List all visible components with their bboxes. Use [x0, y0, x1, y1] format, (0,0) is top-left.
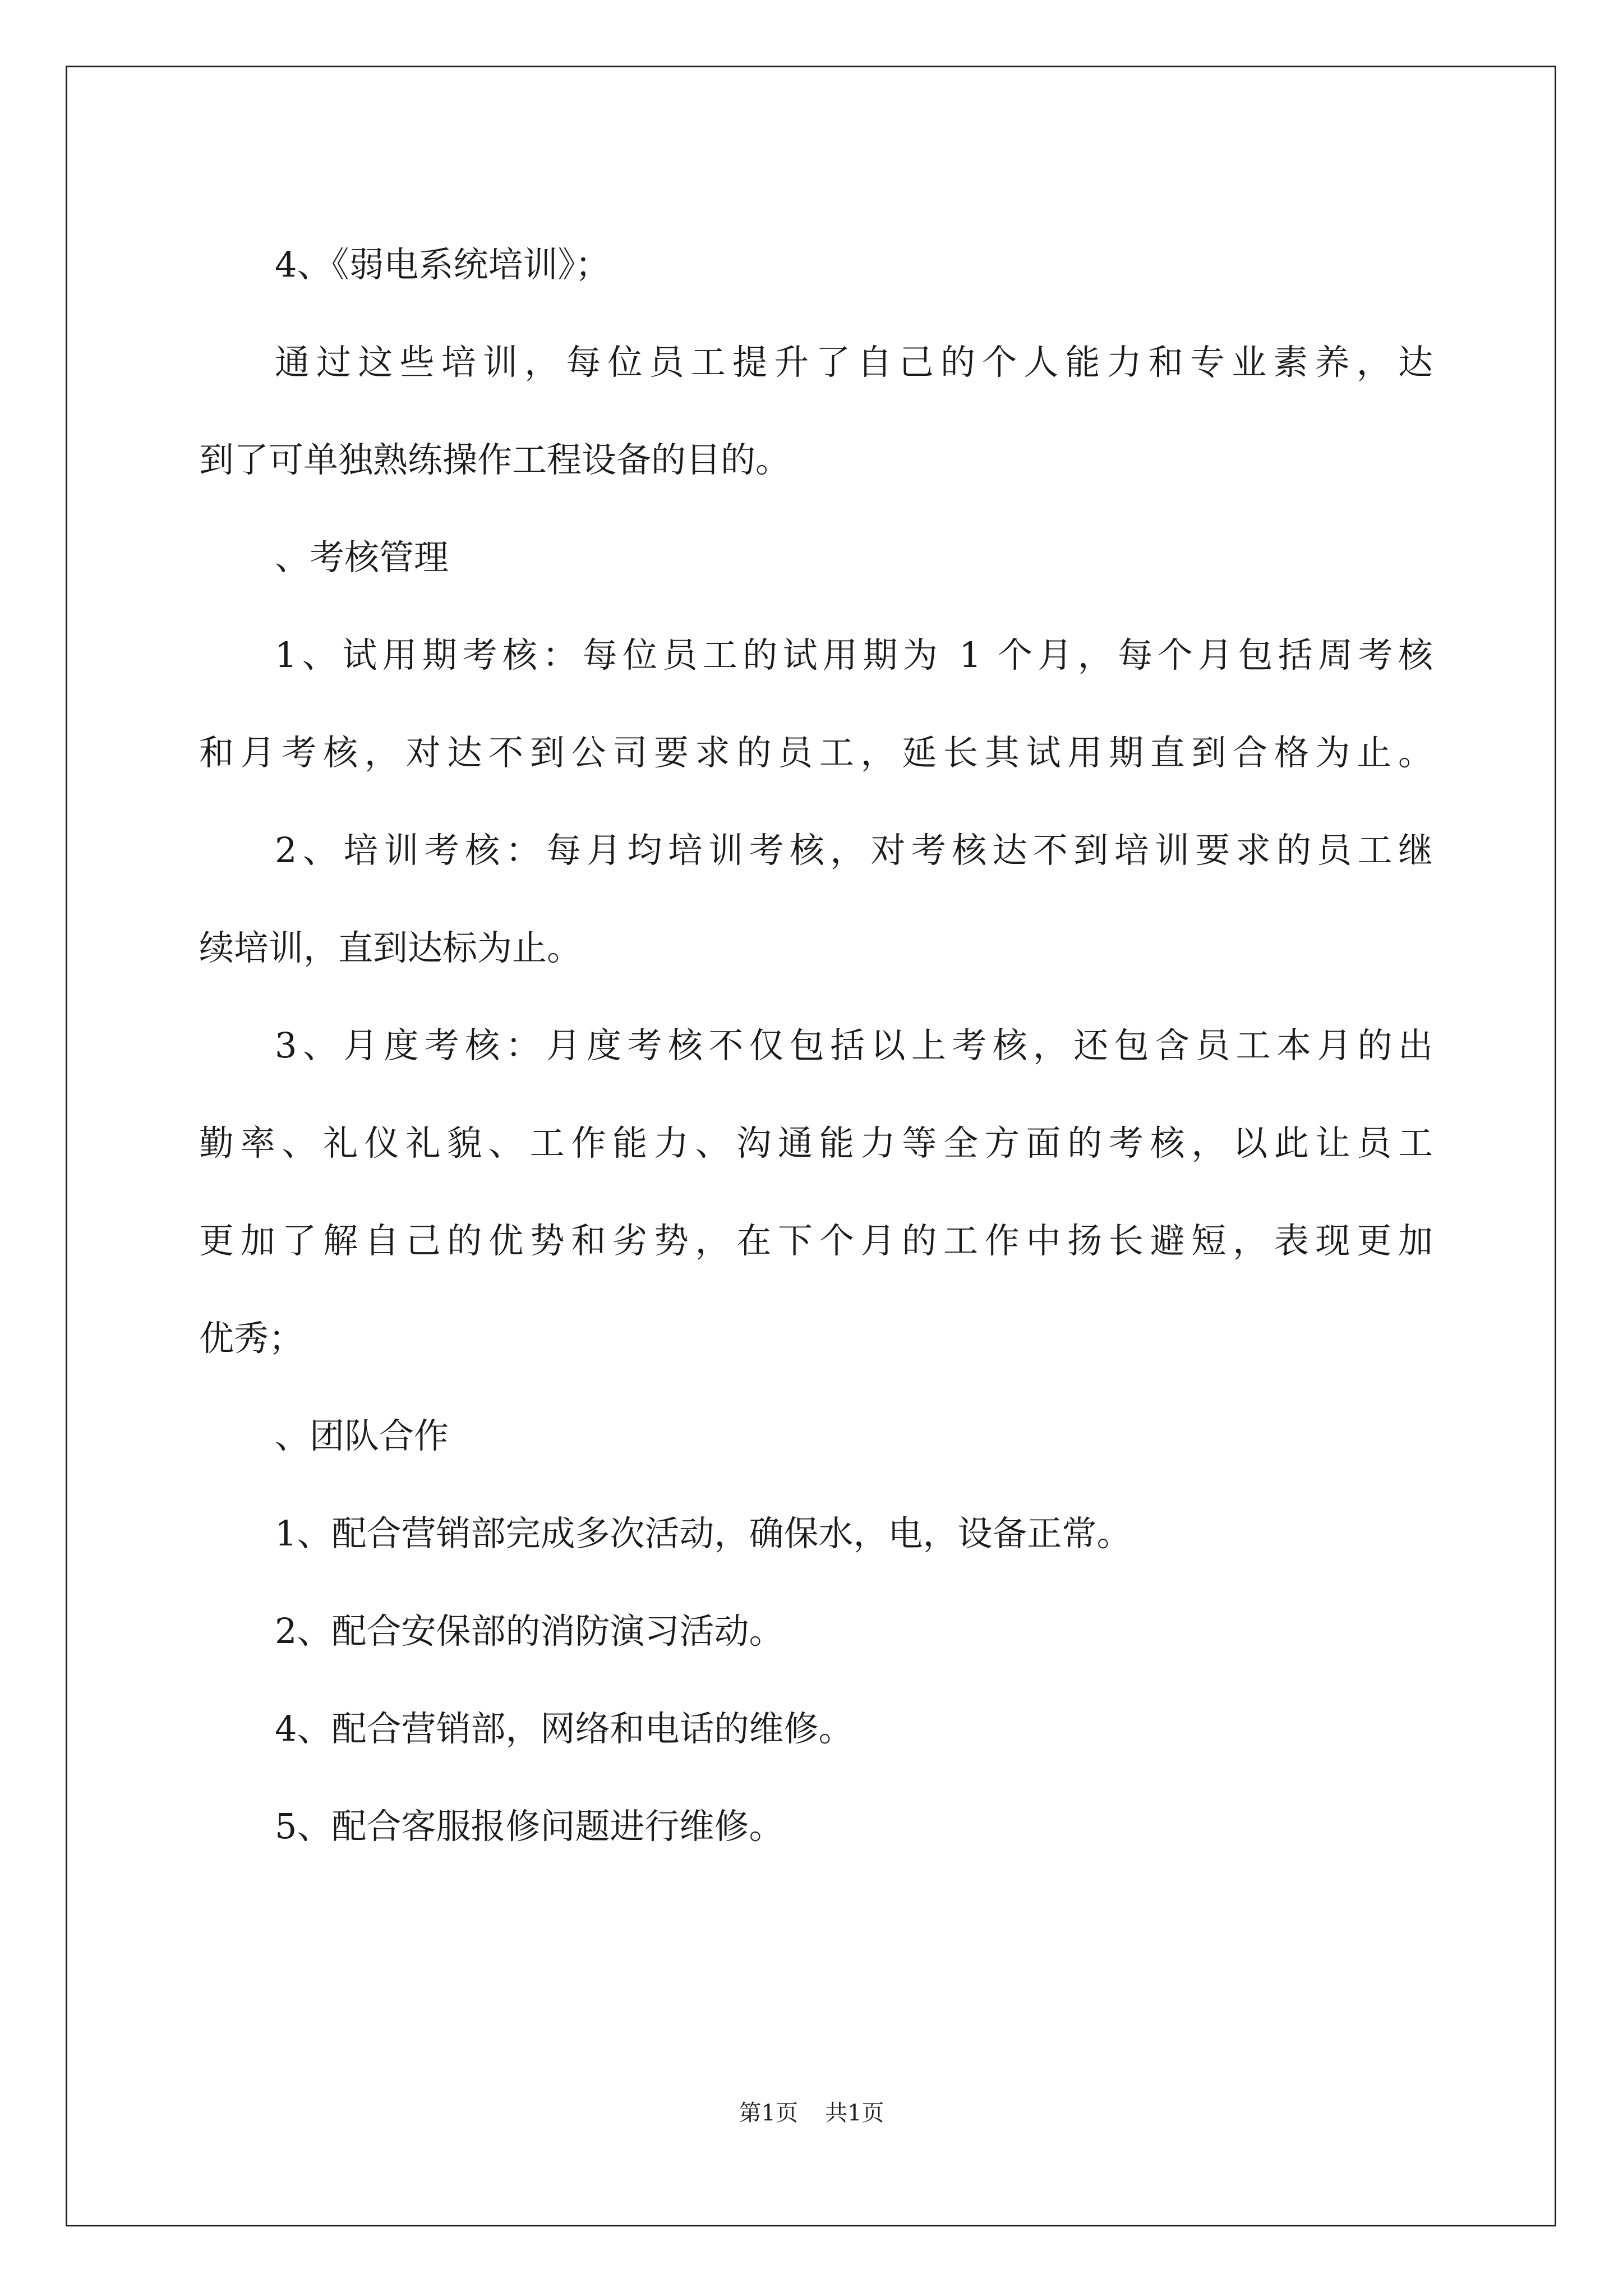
section-heading-assessment: 、考核管理 — [275, 537, 449, 578]
section-heading-teamwork: 、团队合作 — [275, 1415, 449, 1456]
page-footer — [0, 2099, 1623, 2127]
paragraph-line: 2、培训考核：每月均培训考核，对考核达不到培训要求的员工继 — [275, 830, 1433, 871]
document-body — [199, 216, 1433, 1875]
list-item: 2、配合安保部的消防演习活动。 — [275, 1611, 784, 1651]
list-item-training-4: 4、《弱电系统培训》； — [275, 244, 610, 285]
paragraph-line: 通过这些培训，每位员工提升了自己的个人能力和专业素养，达 — [275, 342, 1433, 383]
paragraph-line: 勤率、礼仪礼貌、工作能力、沟通能力等全方面的考核，以此让员工 — [199, 1122, 1433, 1163]
paragraph-line: 3、月度考核：月度考核不仅包括以上考核，还包含员工本月的出 — [275, 1025, 1433, 1066]
paragraph-line: 更加了解自己的优势和劣势，在下个月的工作中扬长避短，表现更加 — [199, 1220, 1433, 1261]
page-number: 第1页 — [739, 2100, 798, 2126]
paragraph-line: 到了可单独熟练操作工程设备的目的。 — [199, 439, 791, 480]
paragraph-line: 1、试用期考核：每位员工的试用期为 1 个月，每个月包括周考核 — [275, 634, 1433, 675]
list-item: 5、配合客服报修问题进行维修。 — [275, 1806, 784, 1847]
page-total: 共1页 — [825, 2100, 884, 2126]
list-item: 1、配合营销部完成多次活动，确保水，电，设备正常。 — [275, 1513, 1132, 1554]
paragraph-line: 续培训，直到达标为止。 — [199, 927, 582, 968]
list-item: 4、配合营销部，网络和电话的维修。 — [275, 1708, 854, 1749]
paragraph-line: 和月考核，对达不到公司要求的员工，延长其试用期直到合格为止。 — [199, 732, 1433, 773]
paragraph-line: 优秀； — [199, 1318, 304, 1359]
